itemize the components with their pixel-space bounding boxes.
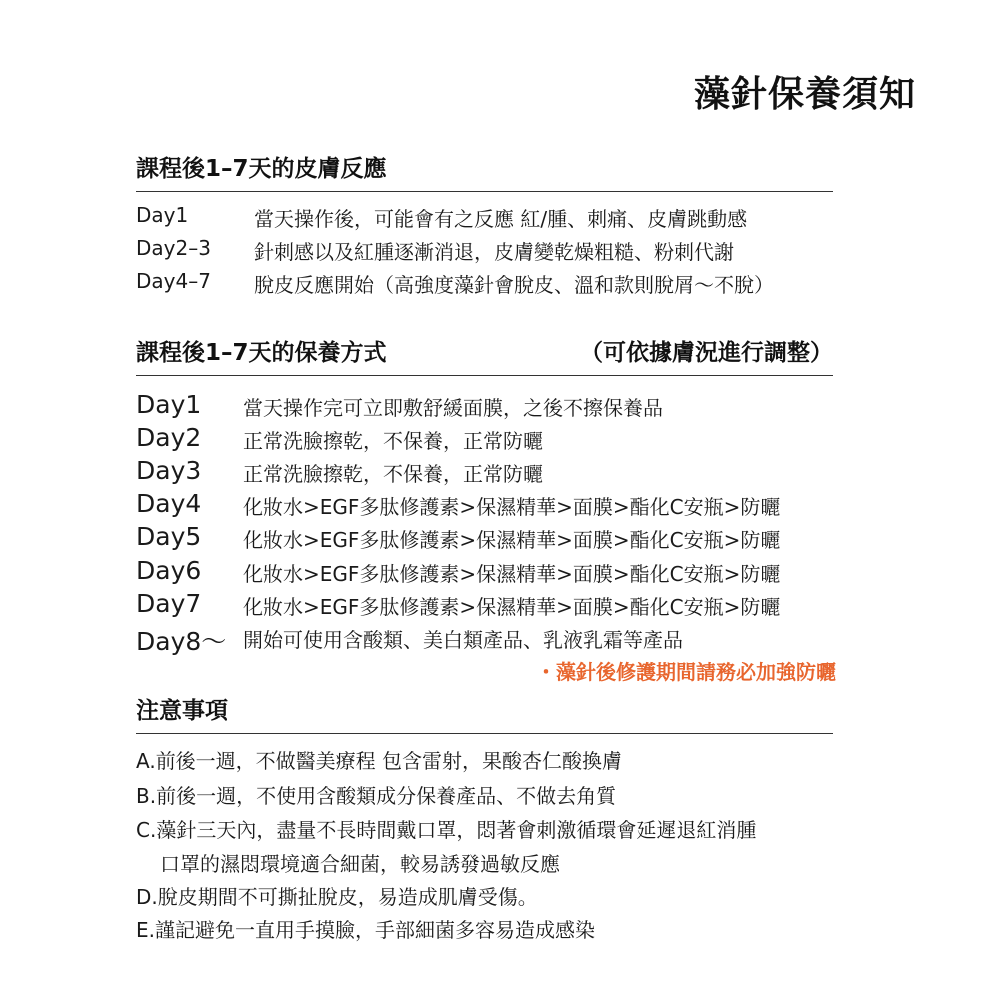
care-row bbox=[136, 423, 543, 454]
section-heading-note: （可依據膚況進行調整） bbox=[580, 340, 833, 366]
care-day: Day1 bbox=[136, 390, 202, 419]
page-title: 藻針保養須知 bbox=[693, 74, 916, 115]
reaction-day: Day4–7 bbox=[136, 269, 211, 293]
care-text: 正常洗臉擦乾，不保養，正常防曬 bbox=[243, 462, 543, 486]
care-row bbox=[136, 556, 780, 587]
care-row bbox=[136, 489, 780, 520]
reaction-text: 針刺感以及紅腫逐漸消退，皮膚變乾燥粗糙、粉刺代謝 bbox=[254, 240, 734, 264]
care-text: 化妝水>EGF多肽修護素>保濕精華>面膜>酯化C安瓶>防曬 bbox=[243, 528, 781, 552]
precaution-item: D.脫皮期間不可撕扯脫皮，易造成肌膚受傷。 bbox=[136, 885, 538, 909]
reaction-row bbox=[136, 203, 747, 232]
precaution-item-continued: 口罩的濕悶環境適合細菌，較易誘發過敏反應 bbox=[160, 852, 560, 876]
section-heading-care-method bbox=[136, 334, 833, 376]
reaction-text: 脫皮反應開始（高強度藻針會脫皮、溫和款則脫屑～不脫） bbox=[254, 273, 774, 297]
care-row bbox=[136, 622, 683, 658]
precaution-item: E.謹記避免一直用手摸臉，手部細菌多容易造成感染 bbox=[136, 918, 595, 942]
precaution-item: A.前後一週，不做醫美療程 包含雷射，果酸杏仁酸換膚 bbox=[136, 749, 623, 773]
reaction-text: 當天操作後，可能會有之反應 紅/腫、刺痛、皮膚跳動感 bbox=[254, 207, 748, 231]
reaction-day: Day1 bbox=[136, 203, 189, 227]
care-text: 開始可使用含酸類、美白類產品、乳液乳霜等產品 bbox=[243, 628, 683, 652]
care-text: 化妝水>EGF多肽修護素>保濕精華>面膜>酯化C安瓶>防曬 bbox=[243, 562, 781, 586]
care-text: 化妝水>EGF多肽修護素>保濕精華>面膜>酯化C安瓶>防曬 bbox=[243, 595, 781, 619]
care-row bbox=[136, 390, 663, 421]
care-day: Day5 bbox=[136, 522, 202, 551]
care-day: Day7 bbox=[136, 589, 202, 618]
care-day: Day8～ bbox=[136, 627, 227, 656]
care-row bbox=[136, 456, 543, 487]
sunscreen-note: ・藻針後修護期間請務必加強防曬 bbox=[536, 660, 836, 684]
care-day: Day4 bbox=[136, 489, 202, 518]
care-row bbox=[136, 589, 780, 620]
section-heading-skin-reaction bbox=[136, 150, 833, 192]
care-text: 化妝水>EGF多肽修護素>保濕精華>面膜>酯化C安瓶>防曬 bbox=[243, 495, 781, 519]
precaution-item: B.前後一週，不使用含酸類成分保養產品、不做去角質 bbox=[136, 784, 617, 808]
section-heading-precautions bbox=[136, 692, 833, 734]
section-heading-text: 課程後1–7天的皮膚反應 bbox=[136, 156, 387, 182]
care-text: 當天操作完可立即敷舒緩面膜，之後不擦保養品 bbox=[243, 396, 663, 420]
section-heading-text: 注意事項 bbox=[136, 698, 228, 724]
care-row bbox=[136, 522, 780, 553]
reaction-row bbox=[136, 236, 734, 265]
care-day: Day6 bbox=[136, 556, 202, 585]
care-text: 正常洗臉擦乾，不保養，正常防曬 bbox=[243, 429, 543, 453]
section-heading-text: 課程後1–7天的保養方式 bbox=[136, 340, 387, 366]
precaution-item: C.藻針三天內，盡量不長時間戴口罩，悶著會刺激循環會延遲退紅消腫 bbox=[136, 818, 757, 842]
care-day: Day3 bbox=[136, 456, 202, 485]
care-day: Day2 bbox=[136, 423, 202, 452]
reaction-day: Day2–3 bbox=[136, 236, 211, 260]
reaction-row bbox=[136, 269, 774, 298]
